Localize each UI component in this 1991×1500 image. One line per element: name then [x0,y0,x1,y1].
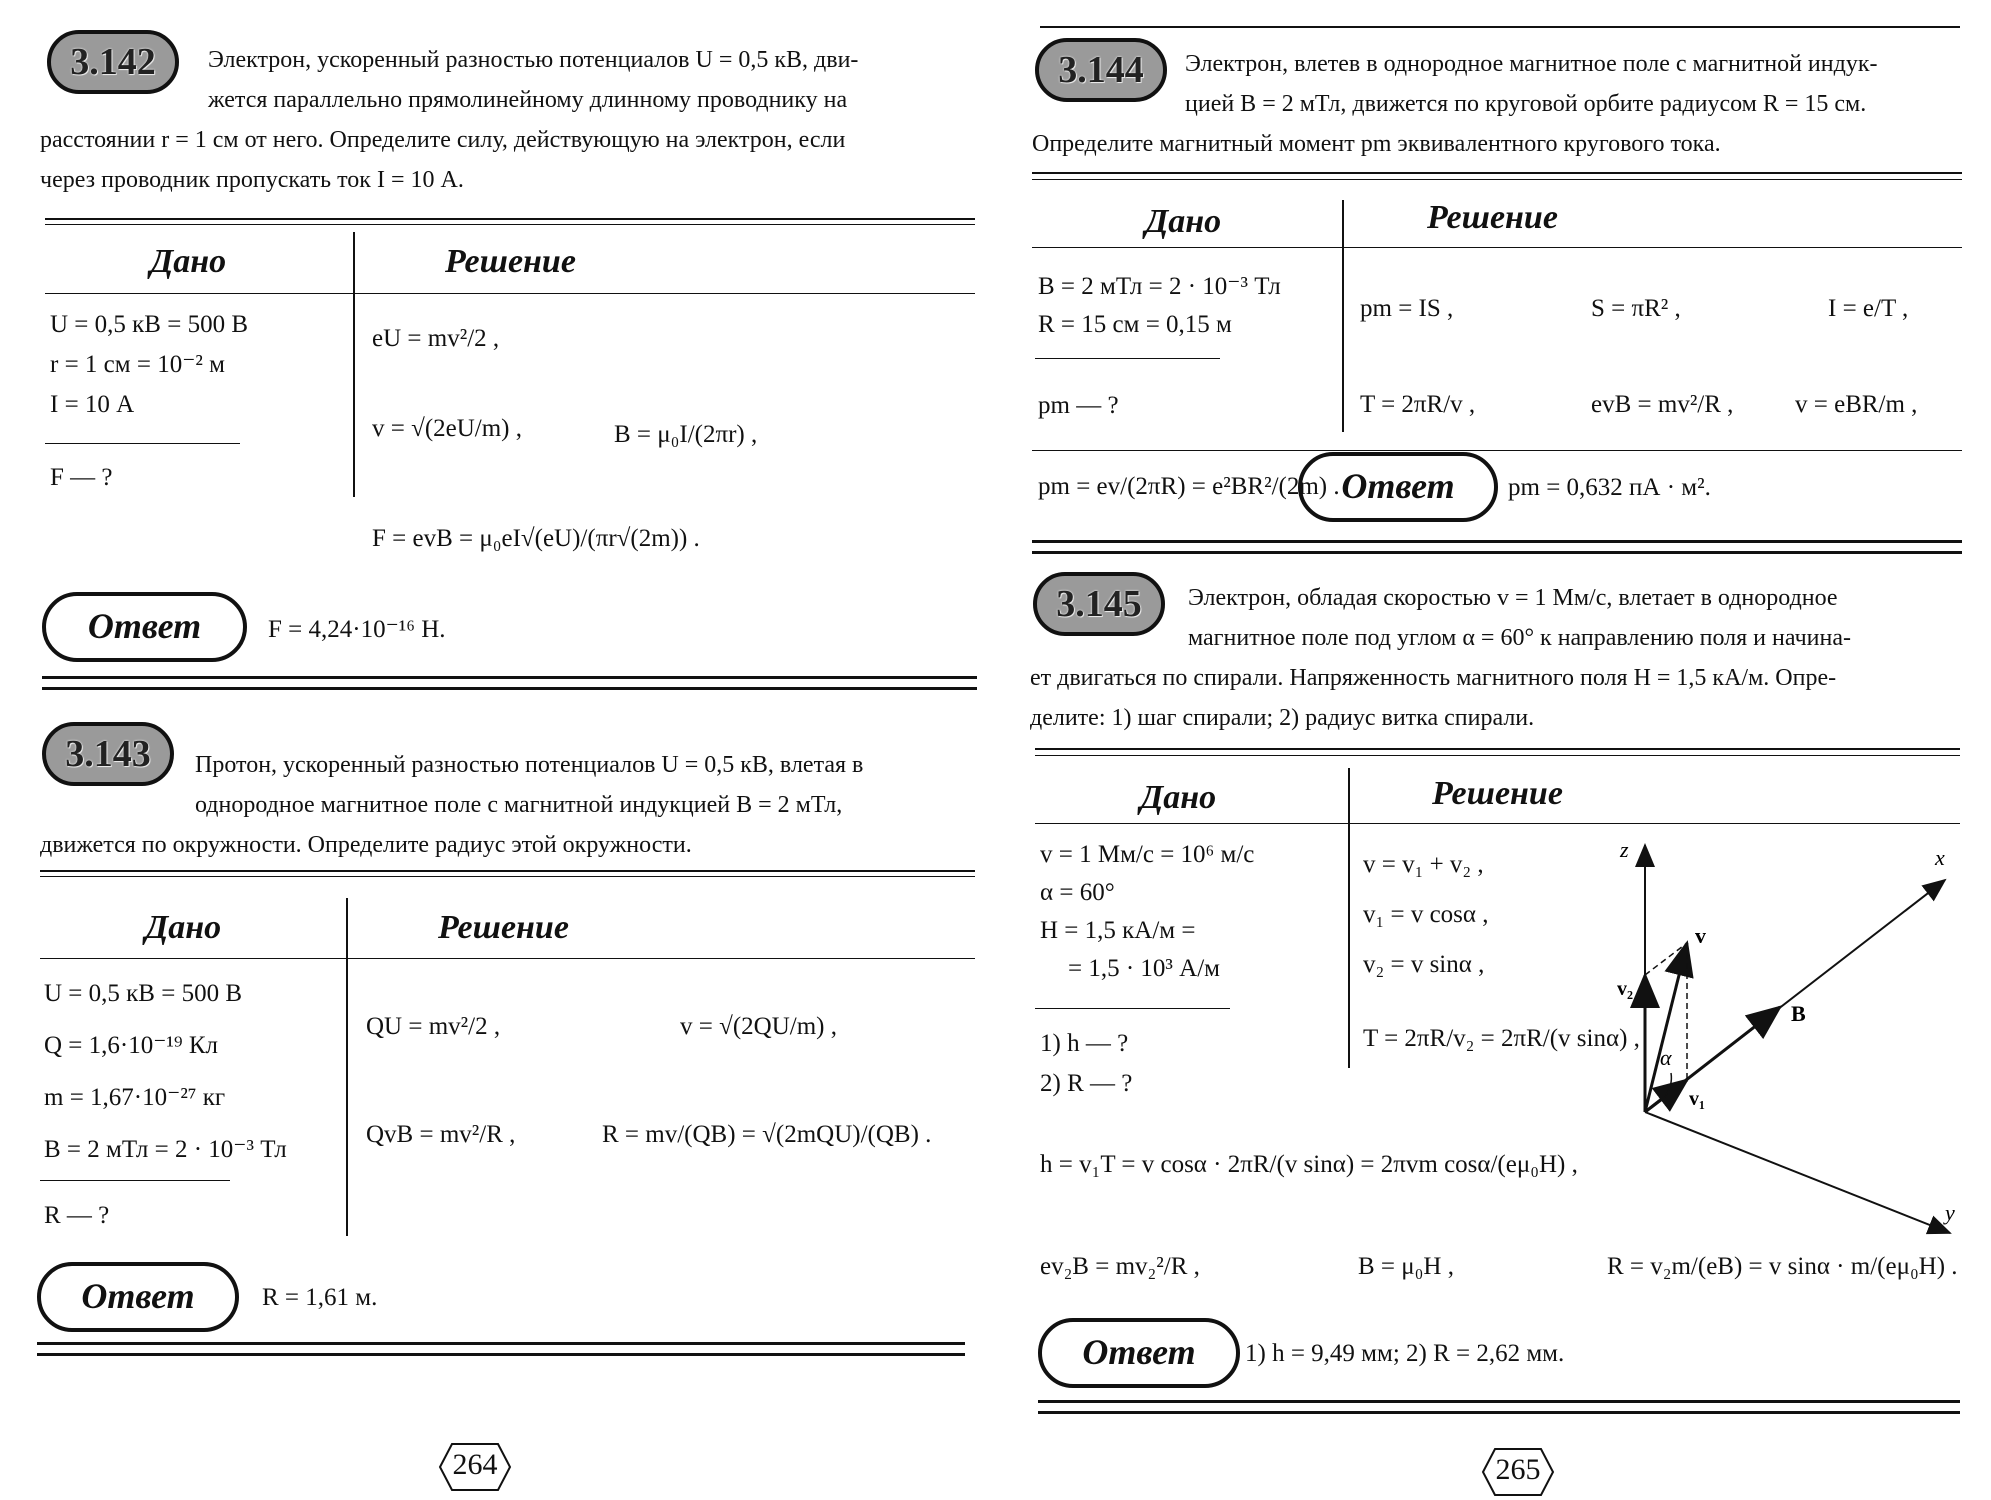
given-heading: Дано [150,243,227,280]
formula: T = 2πR/v , [1360,391,1476,418]
label-v: v [1695,923,1706,948]
given-item: α = 60° [1040,879,1115,906]
formula: QvB = mv²/R , [366,1121,516,1148]
label-x: x [1935,845,1945,870]
vector-diagram [1565,835,1965,1240]
page-left [0,0,995,1500]
formula: R = v₂m/(eB) = v sinα · m/(eμ₀H) . [1607,1253,1958,1280]
formula: T = 2πR/v₂ = 2πR/(v sinα) , [1363,1025,1640,1052]
label-v2: v₂ [1617,978,1633,1000]
table-header-line [45,293,975,294]
find-separator [1035,1008,1230,1009]
formula: I = e/T , [1828,295,1909,322]
page-number: 265 [1495,1453,1541,1486]
divider [1035,755,1960,756]
section-divider [37,1342,965,1356]
table-column-divider [353,232,355,497]
section-divider [42,676,977,690]
given-item: R = 15 см = 0,15 м [1038,311,1232,338]
problem-3142-statement [40,40,985,200]
find-value: pm — ? [1038,392,1119,419]
answer-label: Ответ [1298,452,1498,522]
table-column-divider [1342,200,1344,432]
formula: evB = mv²/R , [1591,391,1734,418]
formula: v = √(2eU/m) , [372,415,523,442]
table-header-line [1032,247,1962,248]
y-axis [1645,1112,1950,1233]
given-item: B = 2 мТл = 2 · 10⁻³ Тл [44,1136,287,1163]
formula: R = mv/(QB) = √(2mQU)/(QB) . [602,1121,932,1148]
answer-value: F = 4,24·10⁻¹⁶ Н. [268,616,446,643]
page-number: 264 [452,1448,498,1481]
given-item: H = 1,5 кА/м = [1040,917,1196,944]
statement-line: расстоянии r = 1 см от него. Определите силу, действующую на электрон, если [40,127,846,153]
formula: ev₂B = mv₂²/R , [1040,1253,1200,1280]
divider [40,876,975,877]
find-separator [40,1180,230,1181]
statement-line: через проводник пропускать ток I = 10 А. [40,167,464,193]
formula: S = πR² , [1591,295,1681,322]
answer-value: pm = 0,632 пА · м². [1508,474,1711,501]
statement-line: жется параллельно прямолинейному длинному проводнику на [208,87,848,113]
problem-3144-statement [1032,44,1962,164]
given-item: B = 2 мТл = 2 · 10⁻³ Тл [1038,273,1281,300]
formula: F = evB = μ₀eI√(eU)/(πr√(2m)) . [372,525,700,552]
statement-line: Определите магнитный момент pm эквивалентного кругового тока. [1032,131,1721,157]
given-item: U = 0,5 кВ = 500 В [44,980,242,1007]
given-heading: Дано [1140,779,1217,816]
given-item: = 1,5 · 10³ А/м [1068,955,1220,982]
given-item: r = 1 см = 10⁻² м [50,351,225,378]
table-header-line [40,958,975,959]
label-z: z [1620,837,1629,862]
table-column-divider [1348,768,1350,1068]
formula: v₂ = v sinα , [1363,951,1485,978]
statement-line: магнитное поле под углом α = 60° к направлению поля и начина- [1188,625,1851,651]
problem-number-badge: 3.142 [47,30,179,94]
top-rule [1040,26,1960,28]
given-values [44,968,287,1176]
problem-number-badge: 3.144 [1035,38,1167,102]
statement-line: Электрон, влетев в однородное магнитное поле с магнитной индук- [1185,51,1878,77]
label-b: B [1791,1001,1806,1026]
divider [45,218,975,220]
answer-value: R = 1,61 м. [262,1284,378,1311]
formula: v = v₁ + v₂ , [1363,851,1484,878]
table-header-line [1035,823,1960,824]
problem-3145-statement [1030,578,1965,738]
find-item: 1) h — ? [1040,1030,1129,1057]
statement-line: Электрон, обладая скоростью v = 1 Мм/с, влетает в однородное [1188,585,1838,611]
divider [1035,748,1960,750]
solution-heading: Решение [1432,775,1563,812]
find-value: R — ? [44,1202,110,1229]
statement-line: делите: 1) шаг спирали; 2) радиус витка спирали. [1030,705,1535,731]
formula: v₁ = v cosα , [1363,901,1489,928]
section-divider [1032,540,1962,554]
given-values [1040,836,1254,988]
statement-line: Электрон, ускоренный разностью потенциалов U = 0,5 кВ, дви- [208,47,859,73]
given-item: U = 0,5 кВ = 500 В [50,311,248,338]
given-heading: Дано [1145,203,1222,240]
solution-heading: Решение [445,243,576,280]
table-column-divider [346,898,348,1236]
problem-number-badge: 3.143 [42,722,174,786]
formula: QU = mv²/2 , [366,1013,501,1040]
given-values [1038,268,1281,344]
answer-label: Ответ [42,592,247,662]
formula: eU = mv²/2 , [372,325,500,352]
formula: B = μ₀H , [1358,1253,1454,1280]
given-heading: Дано [145,909,222,946]
statement-line: цией B = 2 мТл, движется по круговой орбите радиусом R = 15 см. [1185,91,1867,117]
answer-label: Ответ [37,1262,239,1332]
problem-3143-statement [40,745,985,865]
solution-heading: Решение [438,909,569,946]
label-v1: v₁ [1689,1088,1705,1110]
page-right [995,0,1991,1500]
given-item: v = 1 Мм/с = 10⁶ м/с [1040,841,1255,868]
given-item: I = 10 А [50,391,135,418]
answer-label: Ответ [1038,1318,1240,1388]
statement-line: ет двигаться по спирали. Напряженность магнитного поля H = 1,5 кА/м. Опре- [1030,665,1837,691]
find-separator [45,443,240,444]
label-y: y [1945,1200,1955,1225]
formula: v = √(2QU/m) , [680,1013,837,1040]
given-item: Q = 1,6·10⁻¹⁹ Кл [44,1032,219,1059]
formula: v = eBR/m , [1795,391,1918,418]
statement-line: однородное магнитное поле с магнитной индукцией B = 2 мТл, [195,792,843,818]
formula: B = μ₀I/(2πr) , [614,421,758,448]
divider [40,870,975,872]
given-item: m = 1,67·10⁻²⁷ кг [44,1084,226,1111]
divider [1032,172,1962,174]
find-values [1040,1024,1132,1104]
solution-heading: Решение [1427,199,1558,236]
table-bottom-line [1032,450,1962,451]
section-divider [1038,1400,1960,1414]
formula: pm = ev/(2πR) = e²BR²/(2m) . [1038,473,1340,500]
divider [1032,179,1962,180]
formula: pm = IS , [1360,295,1454,322]
find-value: F — ? [50,464,113,491]
given-values [50,305,248,425]
find-separator [1035,358,1220,359]
statement-line: движется по окружности. Определите радиус этой окружности. [40,832,692,858]
statement-line: Протон, ускоренный разностью потенциалов U = 0,5 кВ, влетая в [195,752,864,778]
divider [45,224,975,225]
find-item: 2) R — ? [1040,1070,1133,1097]
answer-value: 1) h = 9,49 мм; 2) R = 2,62 мм. [1245,1340,1565,1367]
problem-number-badge: 3.145 [1033,572,1165,636]
formula: h = v₁T = v cosα · 2πR/(v sinα) = 2πvm cosα/(eμ₀H) , [1040,1151,1578,1178]
label-alpha: α [1660,1045,1672,1070]
